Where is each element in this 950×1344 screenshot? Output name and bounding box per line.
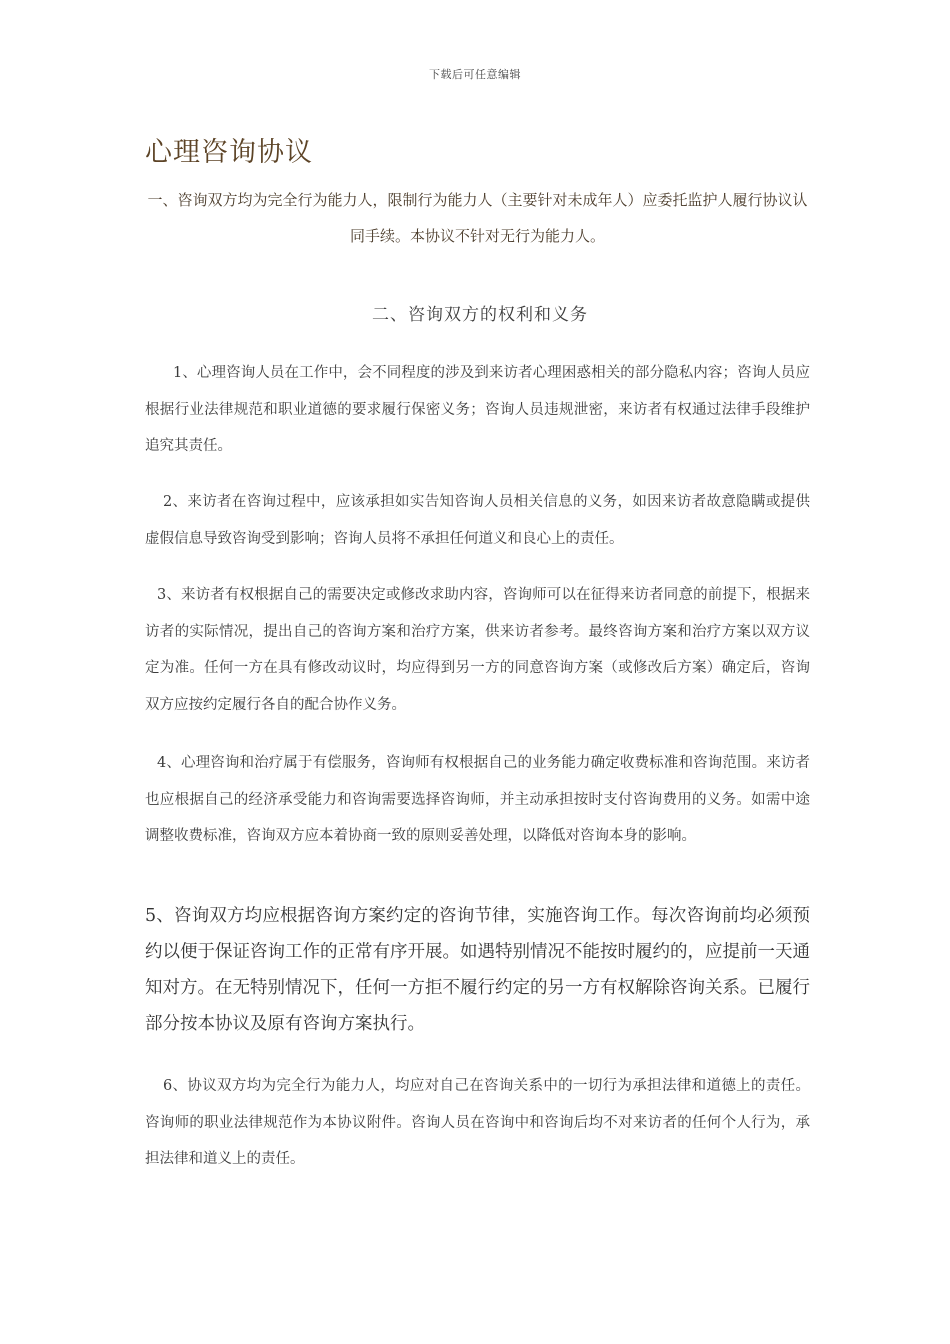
paragraph-5: 5、咨询双方均应根据咨询方案约定的咨询节律，实施咨询工作。每次咨询前均必须预约以便于保证咨询工作的正常有序开展。如遇特别情况不能按时履约的，应提前一天通知对方。在无特别情况下，任何一方拒不履行约定的另一方有权解除咨询关系。已履行部分按本协议及原有咨询方案执行。	[145, 906, 810, 1034]
paragraph-2: 2、来访者在咨询过程中，应该承担如实告知咨询人员相关信息的义务，如因来访者故意隐瞒或提供虚假信息导致咨询受到影响；咨询人员将不承担任何道义和良心上的责任。	[145, 494, 810, 547]
paragraph-1: 1、心理咨询人员在工作中，会不同程度的涉及到来访者心理困惑相关的部分隐私内容；咨询人员应根据行业法律规范和职业道德的要求履行保密义务；咨询人员违规泄密，来访者有权通过法律手段维护追究其责任。	[145, 365, 810, 454]
paragraph-3: 3、来访者有权根据自己的需要决定或修改求助内容，咨询师可以在征得来访者同意的前提下，根据来访者的实际情况，提出自己的咨询方案和治疗方案，供来访者参考。最终咨询方案和治疗方案以双方议定为准。任何一方在具有修改动议时，均应得到另一方的同意咨询方案（或修改后方案）确定后，咨询双方应按约定履行各自的配合协作义务。	[145, 587, 810, 713]
section-two-heading: 二、咨询双方的权利和义务	[372, 305, 588, 325]
paragraph-4: 4、心理咨询和治疗属于有偿服务，咨询师有权根据自己的业务能力确定收费标准和咨询范围。来访者也应根据自己的经济承受能力和咨询需要选择咨询师，并主动承担按时支付咨询费用的义务。如需中途调整收费标准，咨询双方应本着协商一致的原则妥善处理，以降低对咨询本身的影响。	[145, 755, 810, 844]
header-note: 下载后可任意编辑	[429, 68, 521, 81]
document-title: 心理咨询协议	[145, 137, 313, 168]
clause-one: 一、咨询双方均为完全行为能力人，限制行为能力人（主要针对未成年人）应委托监护人履行协议认同手续。本协议不针对无行为能力人。	[147, 191, 808, 245]
paragraph-6: 6、协议双方均为完全行为能力人，均应对自己在咨询关系中的一切行为承担法律和道德上的责任。咨询师的职业法律规范作为本协议附件。咨询人员在咨询中和咨询后均不对来访者的任何个人行为，承担法律和道义上的责任。	[145, 1078, 810, 1167]
